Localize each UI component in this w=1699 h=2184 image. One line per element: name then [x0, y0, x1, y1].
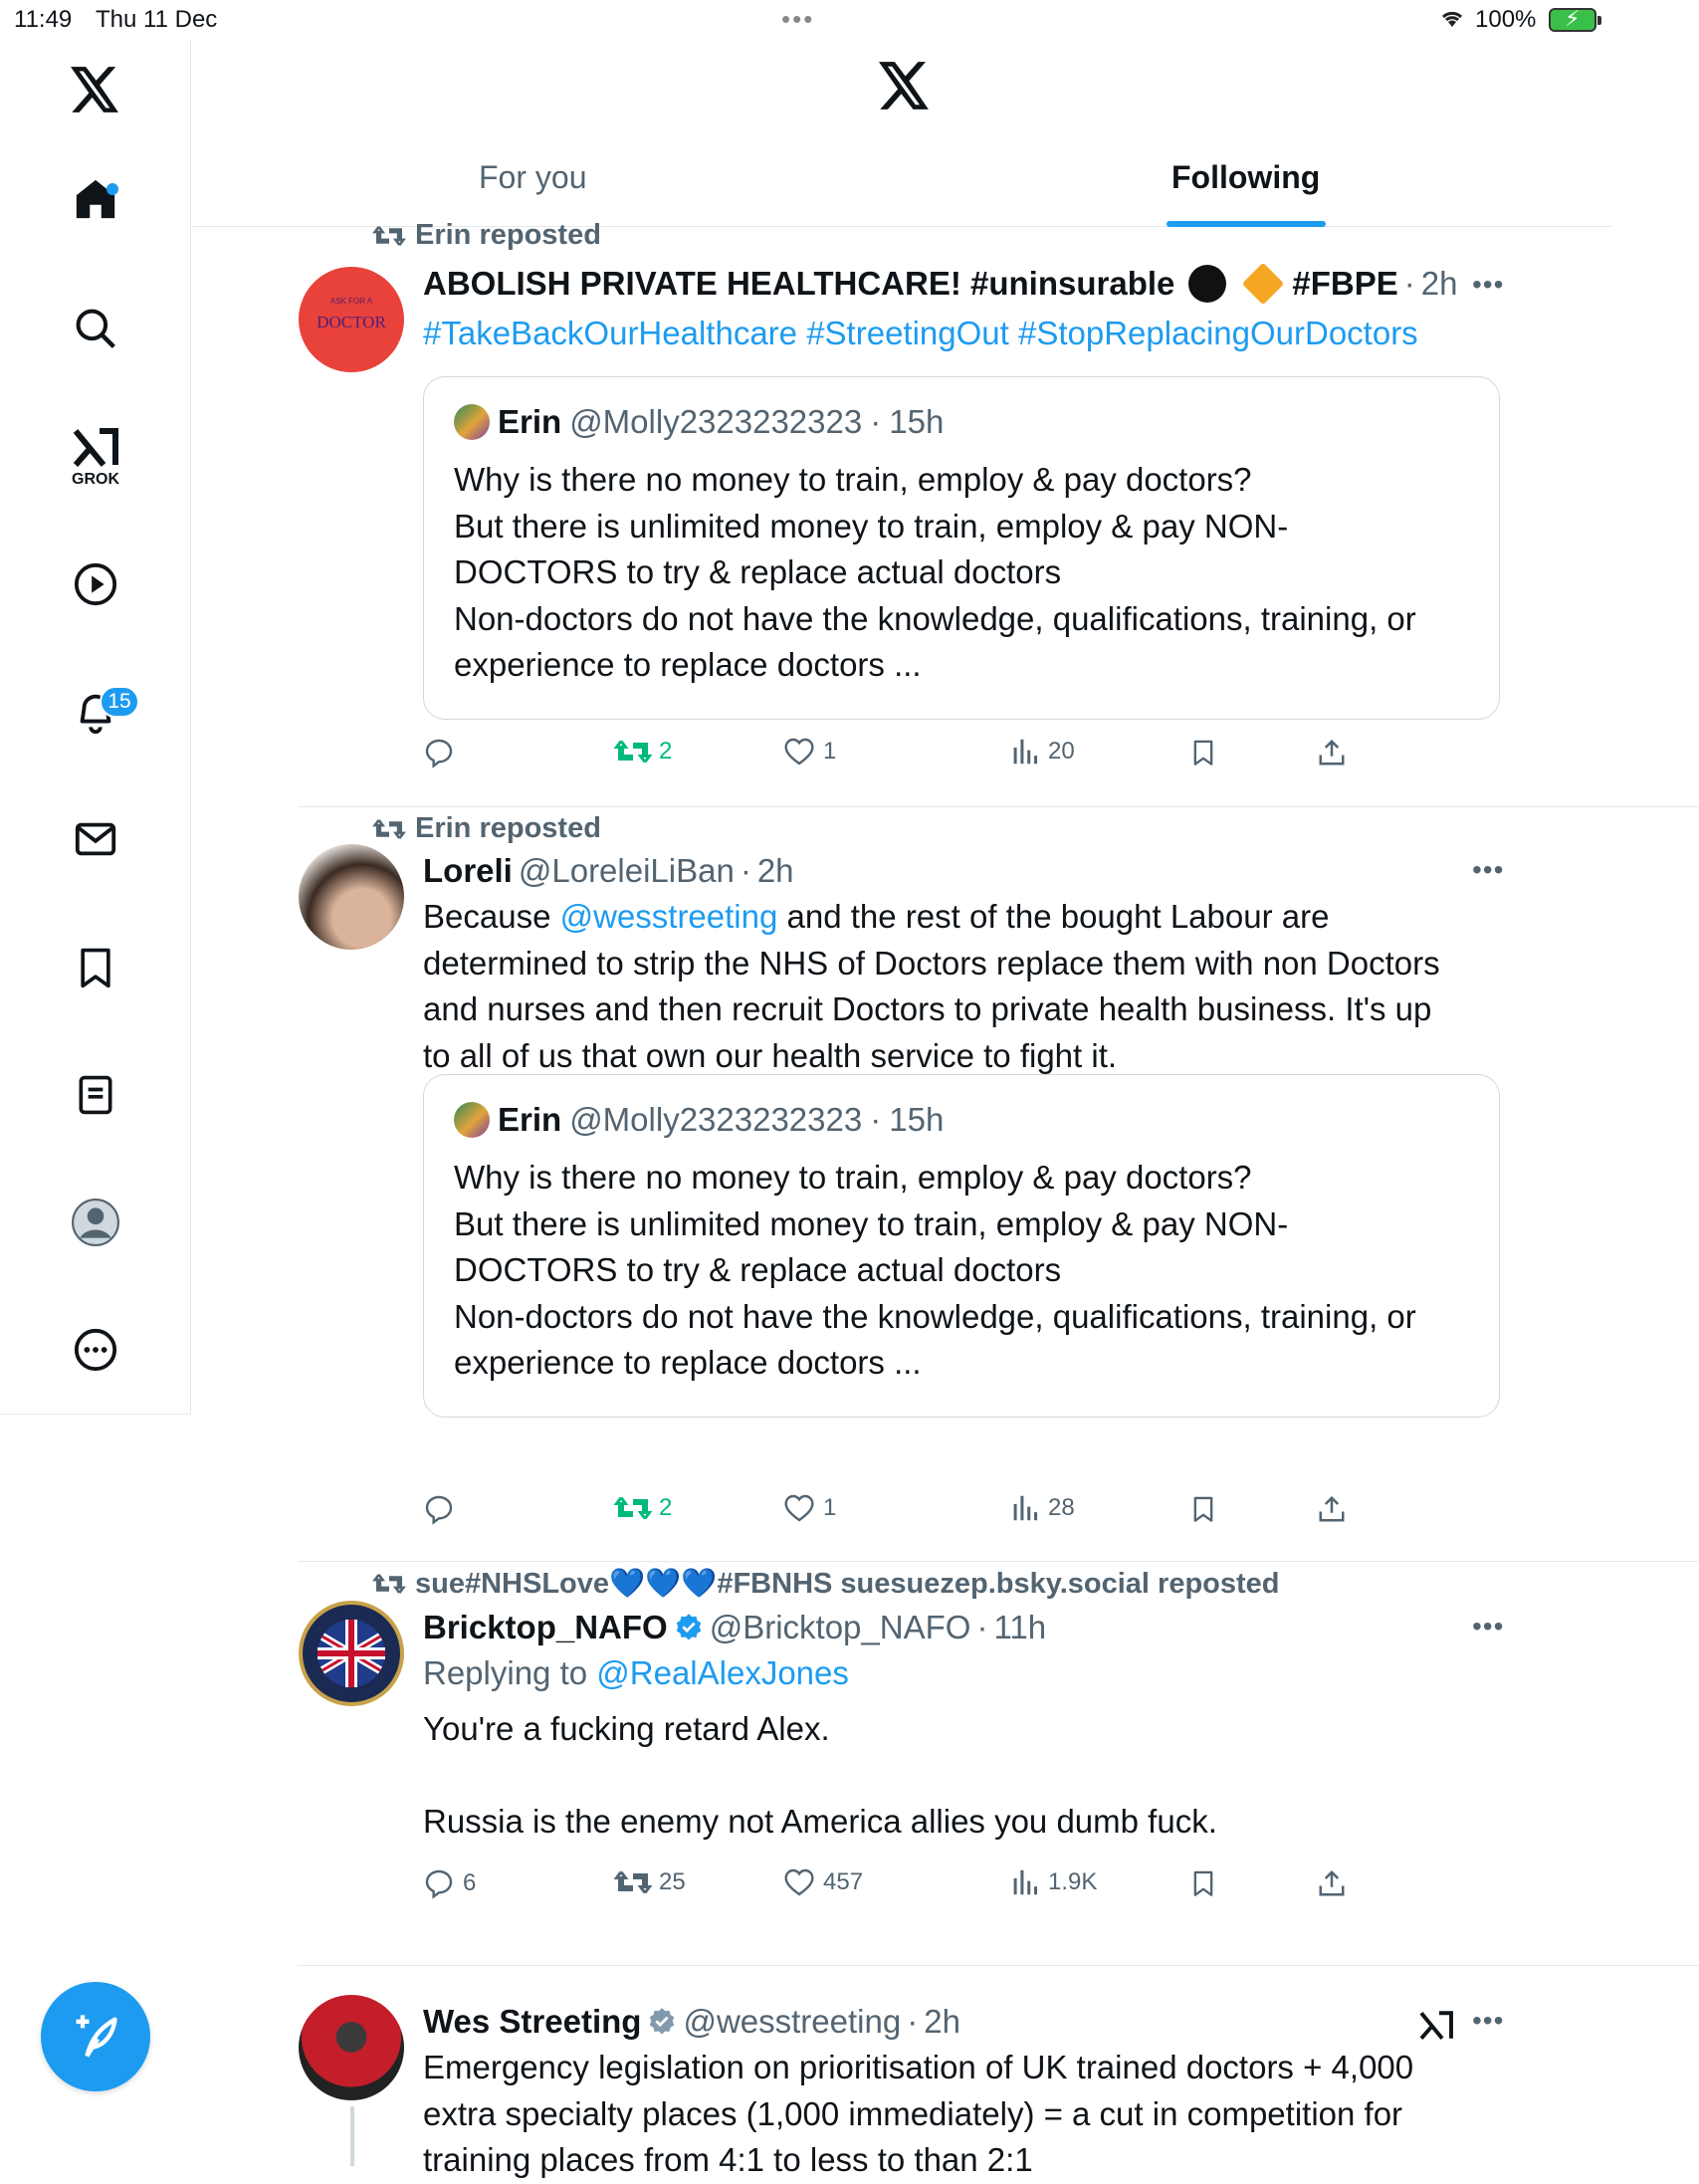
timestamp[interactable]: 15h: [889, 1101, 945, 1138]
quoted-tweet-header: Erin @Molly2323232323 · 15h: [454, 1101, 944, 1139]
notifications-badge: 15: [100, 686, 139, 718]
display-name-suffix[interactable]: #FBPE: [1292, 265, 1398, 302]
repost-icon: [373, 223, 405, 249]
handle[interactable]: @LoreleiLiBan: [518, 852, 735, 889]
display-name[interactable]: Erin: [498, 1101, 562, 1138]
avatar[interactable]: [299, 1601, 404, 1706]
timestamp[interactable]: 15h: [889, 403, 945, 440]
tweet-header: Bricktop_NAFO @Bricktop_NAFO · 11h: [423, 1609, 1047, 1645]
tab-for-you[interactable]: For you: [479, 159, 587, 195]
video-play-icon[interactable]: [0, 535, 191, 634]
tweet-divider: [298, 806, 1699, 807]
repost-icon: [615, 1867, 651, 1897]
tweet-header: Wes Streeting @wesstreeting · 2h: [423, 2003, 960, 2040]
repost-icon: [615, 1493, 651, 1523]
avatar[interactable]: [299, 844, 404, 950]
heart-icon: [783, 1493, 815, 1523]
more-options-icon[interactable]: •••: [1472, 854, 1505, 885]
repost-context: Erin reposted: [373, 812, 601, 845]
thread-line: [350, 2106, 354, 2166]
wifi-icon: [1439, 8, 1465, 36]
status-bar: [0, 0, 1612, 40]
share-icon: [1317, 737, 1347, 768]
timestamp[interactable]: 2h: [756, 852, 794, 889]
mention-link[interactable]: @wesstreeting: [559, 898, 778, 935]
tweet-actions: [423, 737, 1498, 776]
repost-context: Erin reposted: [373, 219, 601, 252]
clock: 11:49: [14, 6, 73, 33]
bookmarks-icon[interactable]: [0, 918, 191, 1017]
tab-following[interactable]: Following: [1171, 159, 1321, 195]
multitask-dots-icon[interactable]: •••: [781, 4, 815, 34]
tweet-header: ABOLISH PRIVATE HEALTHCARE! #uninsurable #FBPE · 2h: [423, 265, 1457, 303]
reply-button[interactable]: [423, 1493, 463, 1525]
home-notification-dot: [106, 183, 118, 195]
compose-post-button[interactable]: [41, 1982, 150, 2091]
reply-button[interactable]: 6: [423, 1867, 476, 1899]
display-name[interactable]: Bricktop_NAFO: [423, 1609, 668, 1645]
repost-icon: [373, 1571, 405, 1597]
sidebar: [0, 40, 191, 1414]
profile-avatar-icon[interactable]: [0, 1173, 191, 1272]
tweet-text[interactable]: You're a fucking retard Alex. Russia is the enemy not America allies you dumb fuck.: [423, 1710, 1217, 1840]
grok-icon[interactable]: [0, 408, 191, 508]
avatar[interactable]: [299, 1995, 404, 2100]
search-icon[interactable]: [0, 279, 191, 378]
tweet-text[interactable]: #TakeBackOurHealthcare #StreetingOut #StopReplacingOurDoctors: [423, 315, 1418, 351]
quoted-tweet[interactable]: [423, 1074, 1500, 1418]
quoted-avatar[interactable]: [454, 1102, 490, 1138]
grok-icon[interactable]: [1418, 2009, 1454, 2048]
timestamp[interactable]: 2h: [924, 2003, 960, 2040]
repost-icon: [615, 737, 651, 766]
reply-icon: [423, 1867, 455, 1899]
display-name[interactable]: Erin: [498, 403, 562, 440]
mention-link[interactable]: @RealAlexJones: [596, 1654, 849, 1691]
bookmark-icon: [1189, 737, 1217, 768]
like-button[interactable]: 1: [783, 1493, 836, 1523]
tweet-actions: [423, 1493, 1498, 1533]
timestamp[interactable]: 2h: [1420, 265, 1458, 302]
handle[interactable]: @Molly2323232323: [569, 403, 863, 440]
repost-button[interactable]: 25: [615, 1867, 686, 1897]
verified-badge-icon: [674, 1613, 704, 1642]
quoted-tweet[interactable]: [423, 376, 1500, 720]
government-badge-icon: [647, 2007, 677, 2037]
tweet-divider: [298, 1965, 1699, 1966]
home-icon[interactable]: [0, 149, 191, 249]
handle[interactable]: @Bricktop_NAFO: [709, 1609, 971, 1645]
share-button[interactable]: [1317, 1867, 1347, 1899]
reply-icon: [423, 737, 455, 768]
tweet-divider: [298, 1561, 1699, 1562]
timestamp[interactable]: 11h: [993, 1609, 1047, 1645]
more-options-icon[interactable]: •••: [1472, 269, 1505, 300]
orange-diamond-emoji: [1242, 263, 1284, 305]
repost-context: sue#NHSLove💙💙💙#FBNHS suesuezep.bsky.social reposted: [373, 1567, 1280, 1601]
bookmark-icon: [1189, 1867, 1217, 1899]
more-options-icon[interactable]: •••: [1472, 1611, 1505, 1641]
grok-label: GROK: [72, 471, 119, 488]
views-button[interactable]: 20: [1012, 737, 1075, 766]
bookmark-button[interactable]: [1189, 1867, 1217, 1899]
share-button[interactable]: [1317, 1493, 1347, 1525]
repost-icon: [373, 816, 405, 842]
display-name[interactable]: ABOLISH PRIVATE HEALTHCARE! #uninsurable: [423, 265, 1175, 302]
more-options-icon[interactable]: •••: [1472, 2005, 1505, 2036]
quoted-avatar[interactable]: [454, 404, 490, 440]
avatar[interactable]: ASK FOR A DOCTOR: [299, 267, 404, 372]
like-button[interactable]: 457: [783, 1867, 863, 1897]
display-name[interactable]: Loreli: [423, 852, 513, 889]
notifications-bell-icon[interactable]: [0, 662, 191, 762]
views-chart-icon: [1012, 737, 1040, 766]
like-button[interactable]: 1: [783, 737, 836, 766]
x-logo-icon[interactable]: [879, 62, 931, 114]
tweet-text[interactable]: Emergency legislation on prioritisation of UK trained doctors + 4,000 extra specialty places (1,000 immediately) = a cut in competition for training places from 4:1 to less to than 2:1: [423, 2049, 1414, 2178]
battery-icon: ⚡: [1549, 8, 1596, 32]
views-button[interactable]: 28: [1012, 1493, 1075, 1523]
repost-button[interactable]: 2: [615, 737, 672, 766]
quoted-tweet-text: Why is there no money to train, employ & pay doctors? But there is unlimited money to train, employ & pay NON- DOCTORS to try & replace actual doctors Non-doctors do not have the knowledge, qualifications, training, or experience to replace doctors ...: [454, 461, 1416, 683]
views-chart-icon: [1012, 1867, 1040, 1897]
tweet-text[interactable]: Because @wesstreeting and the rest of the bought Labour are determined to strip the NHS of Doctors replace them with non Doctors and nurses and then recruit Doctors to private health business. It's up to all of us that own our health service to fight it.: [423, 898, 1440, 1074]
black-circle-emoji: [1188, 265, 1226, 303]
heart-icon: [783, 737, 815, 766]
repost-button[interactable]: 2: [615, 1493, 672, 1523]
tweet-header: Loreli @LoreleiLiBan · 2h: [423, 852, 794, 889]
bookmark-button[interactable]: [1189, 737, 1217, 768]
more-options-icon[interactable]: [0, 1300, 191, 1400]
reply-button[interactable]: [423, 737, 463, 768]
handle[interactable]: @wesstreeting: [683, 2003, 902, 2040]
share-icon: [1317, 1867, 1347, 1899]
timeline-header: [192, 40, 1612, 227]
handle[interactable]: @Molly2323232323: [569, 1101, 863, 1138]
bookmark-button[interactable]: [1189, 1493, 1217, 1525]
views-chart-icon: [1012, 1493, 1040, 1523]
messages-envelope-icon[interactable]: [0, 789, 191, 889]
bookmark-icon: [1189, 1493, 1217, 1525]
battery-percent: 100%: [1475, 6, 1537, 33]
x-logo-icon[interactable]: [0, 40, 191, 139]
views-button[interactable]: 1.9K: [1012, 1867, 1097, 1897]
replying-to: Replying to @RealAlexJones: [423, 1654, 849, 1691]
quoted-tweet-header: Erin @Molly2323232323 · 15h: [454, 403, 944, 441]
share-button[interactable]: [1317, 737, 1347, 768]
quoted-tweet-text: Why is there no money to train, employ & pay doctors? But there is unlimited money to train, employ & pay NON- DOCTORS to try & replace actual doctors Non-doctors do not have the knowledge, qualifications, training, or experience to replace doctors ...: [454, 1159, 1416, 1381]
date: Thu 11 Dec: [96, 6, 218, 33]
tweet-actions: [423, 1867, 1498, 1907]
share-icon: [1317, 1493, 1347, 1525]
union-jack-badge-icon: [303, 1605, 400, 1702]
sidebar-divider: [0, 1414, 191, 1415]
heart-icon: [783, 1867, 815, 1897]
reply-icon: [423, 1493, 455, 1525]
lists-icon[interactable]: [0, 1045, 191, 1145]
timeline-feed: [192, 219, 1612, 2178]
display-name[interactable]: Wes Streeting: [423, 2003, 642, 2040]
